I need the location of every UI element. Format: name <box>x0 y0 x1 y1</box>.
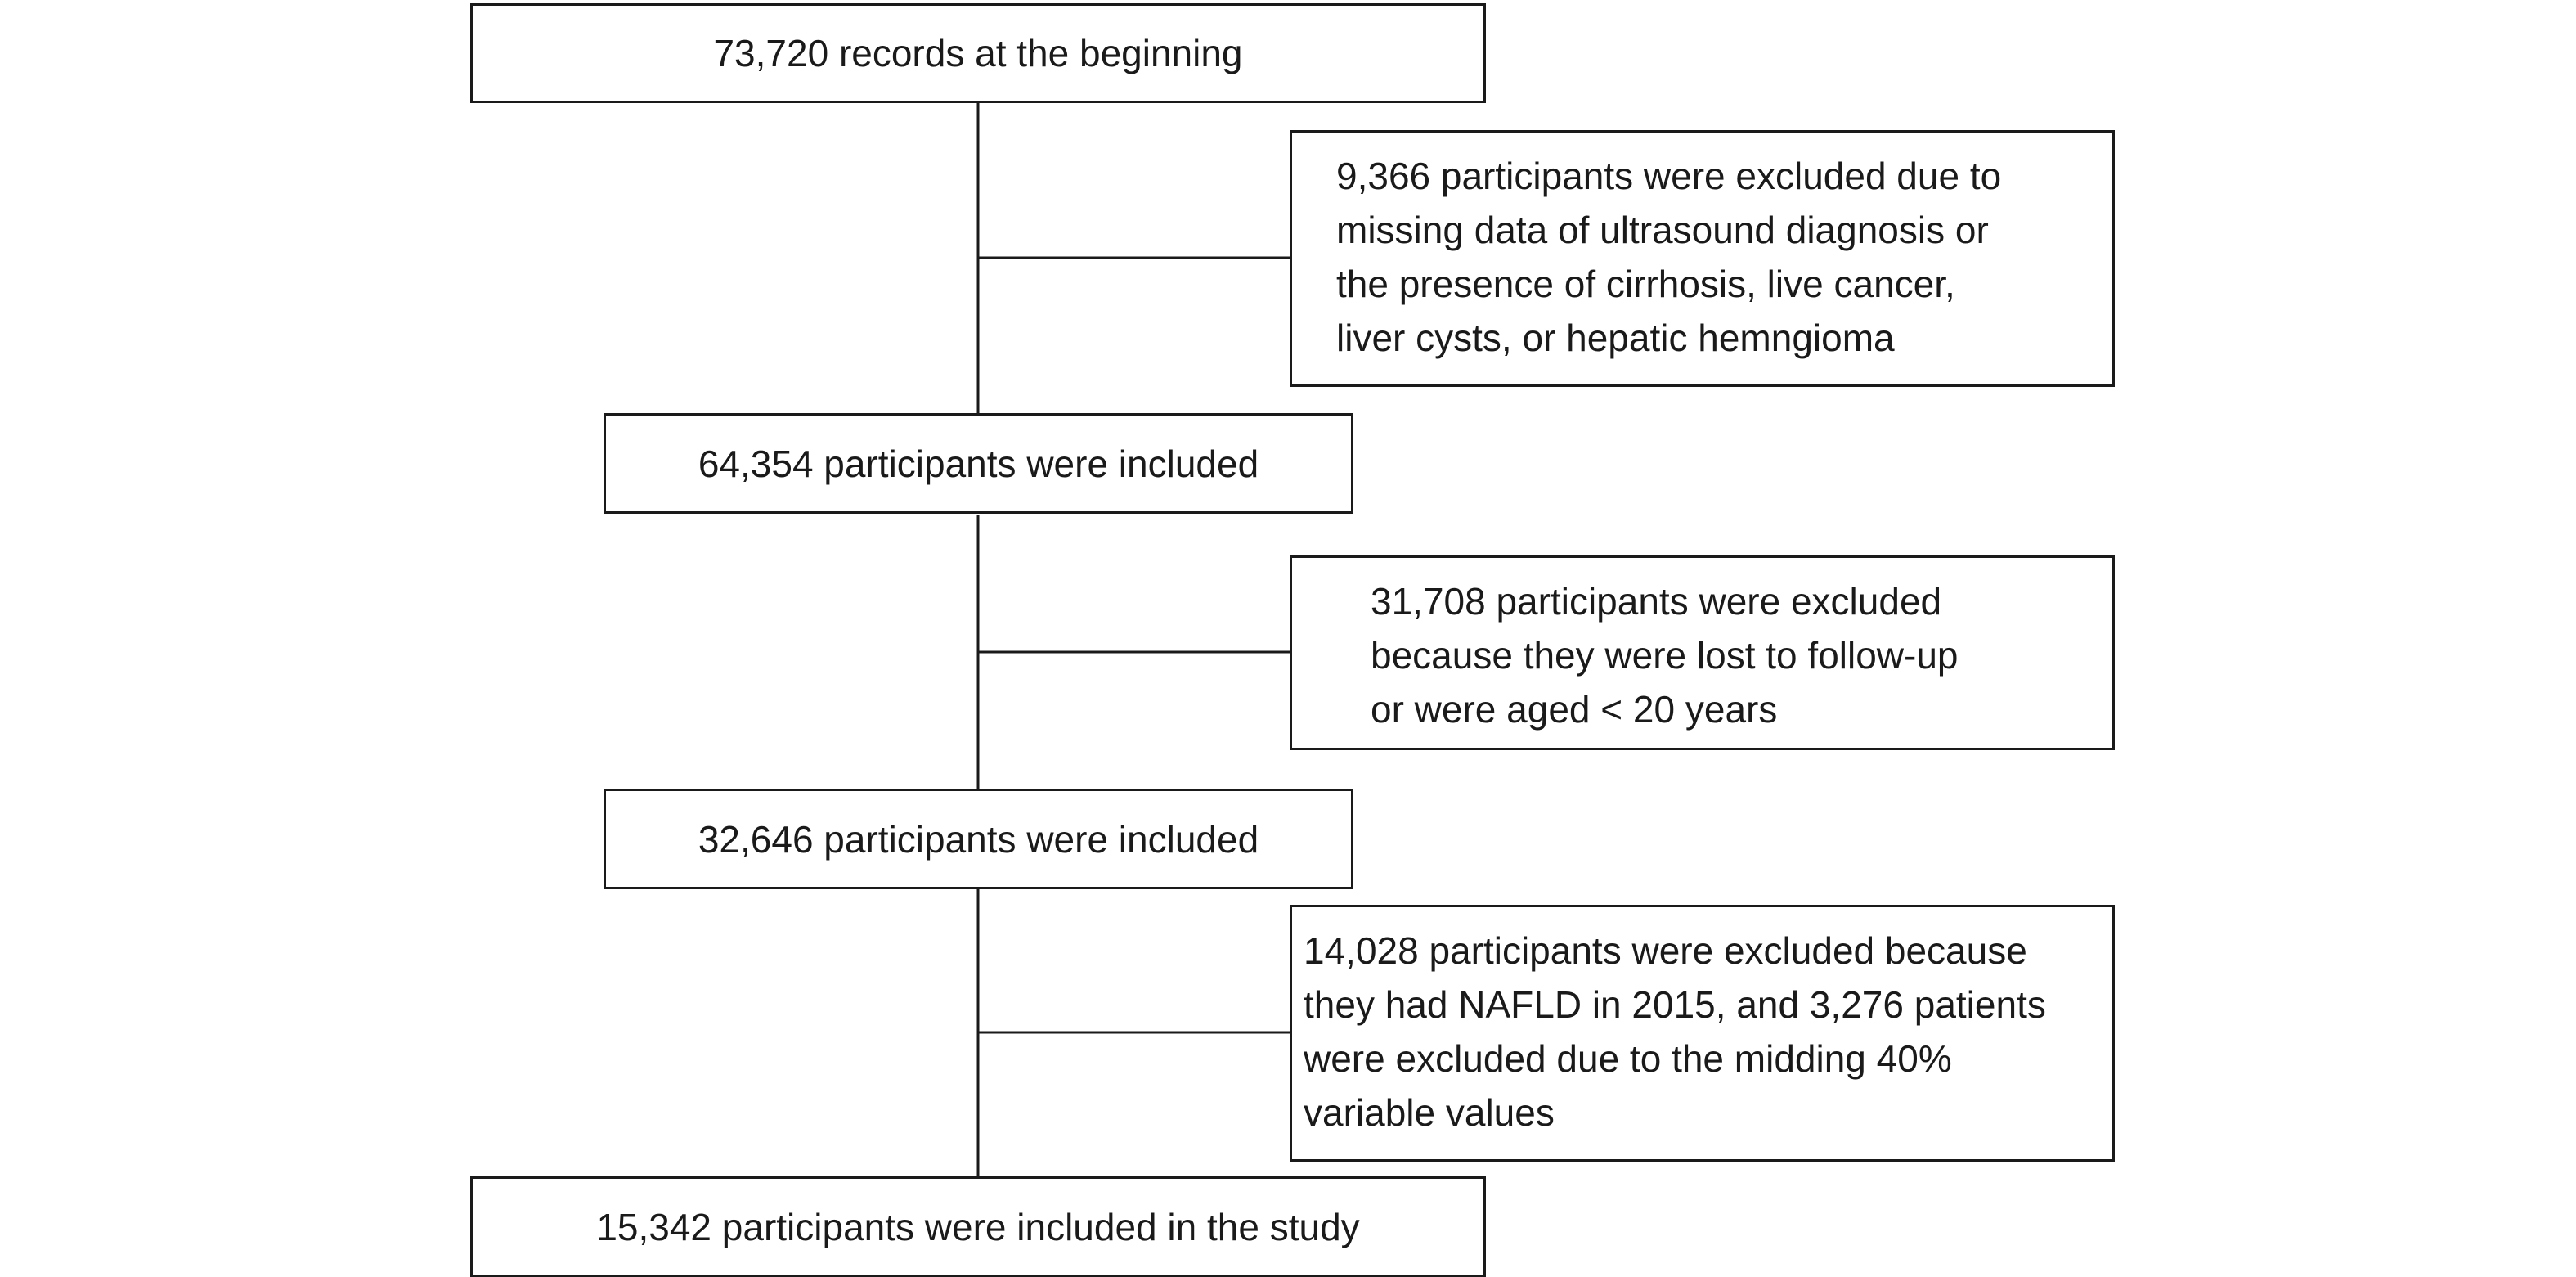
exclusion-text-line: 9,366 participants were excluded due to <box>1336 155 2002 197</box>
step-label: 64,354 participants were included <box>698 442 1259 485</box>
step-label: 15,342 participants were included in the study <box>596 1205 1360 1248</box>
step-box-initial-records <box>470 3 1486 103</box>
exclusion-text-line: the presence of cirrhosis, live cancer, <box>1336 263 1955 305</box>
exclusion-text-line: 14,028 participants were excluded because <box>1304 929 2027 972</box>
exclusion-text-line: liver cysts, or hepatic hemngioma <box>1336 317 1895 359</box>
exclusion-box-follow-up <box>1290 555 2115 750</box>
step-box-included-first <box>604 413 1353 514</box>
step-label: 73,720 records at the beginning <box>713 32 1243 74</box>
exclusion-text-line: they had NAFLD in 2015, and 3,276 patients <box>1304 983 2046 1026</box>
exclusion-text-line: missing data of ultrasound diagnosis or <box>1336 209 1989 251</box>
exclusion-box-nafld <box>1290 905 2115 1162</box>
exclusion-text-line: were excluded due to the midding 40% <box>1304 1037 1952 1080</box>
step-box-final-study <box>470 1176 1486 1277</box>
exclusion-box-ultrasound <box>1290 130 2115 387</box>
step-box-included-second <box>604 789 1353 889</box>
exclusion-text-line: variable values <box>1304 1091 1555 1134</box>
exclusion-text-line: or were aged < 20 years <box>1371 688 1778 731</box>
exclusion-text-line: because they were lost to follow-up <box>1371 634 1959 677</box>
exclusion-text-line: 31,708 participants were excluded <box>1371 580 1942 623</box>
step-label: 32,646 participants were included <box>698 817 1259 861</box>
